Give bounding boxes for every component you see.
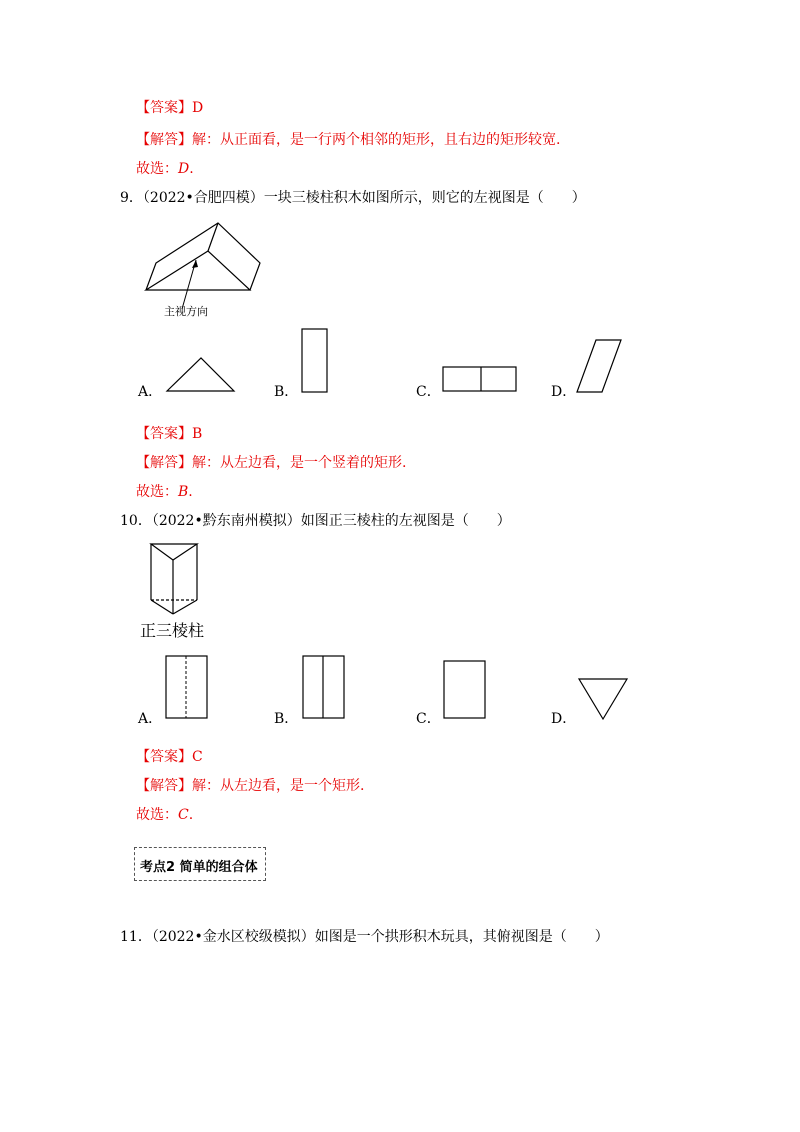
question-number: 9． (120, 190, 143, 206)
question-number: 10． (120, 513, 152, 529)
q10-option-d-figure[interactable] (577, 677, 629, 721)
question-source: （2022•黔东南州模拟） (151, 513, 301, 529)
answer-tag: 【答案】 (136, 749, 192, 765)
choose-prefix: 故选： (136, 807, 178, 823)
q9-stem (120, 188, 586, 208)
q8-explanation (136, 130, 560, 150)
answer-value: C (192, 749, 203, 765)
q9-option-b-label[interactable]: B． (274, 384, 299, 400)
answer-value: D (192, 100, 204, 116)
explain-tag: 【解答】 (136, 778, 192, 794)
q10-figure-caption: 正三棱柱 (140, 621, 205, 640)
q11-stem (120, 927, 609, 947)
q9-explanation (136, 453, 406, 473)
choose-value: B (178, 484, 189, 500)
answer-tag: 【答案】 (136, 426, 192, 442)
q10-stem (120, 511, 511, 531)
answer-value: B (192, 426, 203, 442)
question-number: 11． (120, 929, 152, 945)
answer-tag: 【答案】 (136, 100, 192, 116)
q9-option-c-figure[interactable] (442, 365, 518, 393)
q10-option-a-label[interactable]: A． (138, 711, 163, 727)
explain-text: 解：从左边看，是一个矩形. (192, 778, 365, 794)
q9-answer (136, 424, 202, 444)
q10-option-d-label[interactable]: D． (551, 711, 577, 727)
q10-answer (136, 747, 203, 767)
q10-option-a-figure[interactable] (165, 654, 209, 720)
question-text: 如图是一个拱形积木玩具，其俯视图是（ ） (314, 929, 609, 945)
q9-option-d-figure[interactable] (575, 338, 623, 394)
choose-suffix: . (188, 807, 194, 823)
explain-tag: 【解答】 (136, 132, 192, 148)
q9-option-a-figure[interactable] (165, 356, 237, 394)
prism-top-face (151, 544, 197, 560)
choose-suffix: . (188, 484, 193, 500)
choose-value: D (178, 161, 190, 177)
q9-figure-caption: 主视方向 (164, 305, 208, 318)
q9-choice (136, 482, 193, 502)
q9-option-b-figure[interactable] (301, 327, 329, 394)
choose-value: C (178, 807, 189, 823)
choose-prefix: 故选： (136, 484, 178, 500)
question-source: （2022•金水区校级模拟） (151, 929, 315, 945)
q8-choice (136, 159, 194, 179)
q10-choice (136, 805, 193, 825)
q9-option-d-label[interactable]: D． (551, 384, 577, 400)
q10-option-c-label[interactable]: C． (416, 711, 441, 727)
q9-option-a-label[interactable]: A． (138, 384, 163, 400)
q10-option-b-figure[interactable] (302, 654, 346, 720)
q9-option-c-label[interactable]: C． (416, 384, 441, 400)
q10-option-b-label[interactable]: B． (274, 711, 299, 727)
q10-explanation (136, 776, 364, 796)
prism-front-face (146, 251, 250, 290)
q10-prism-figure (145, 538, 205, 618)
choose-suffix: . (189, 161, 194, 177)
explain-text: 解：从正面看，是一行两个相邻的矩形，且右边的矩形较宽. (192, 132, 561, 148)
explain-tag: 【解答】 (136, 455, 192, 471)
prism-ridge (208, 223, 218, 251)
question-text: 如图正三棱柱的左视图是（ ） (300, 513, 511, 529)
question-source: （2022•合肥四模） (142, 190, 264, 206)
q10-option-c-figure[interactable] (443, 659, 487, 720)
q8-answer (136, 98, 203, 118)
choose-prefix: 故选： (136, 161, 178, 177)
section-header-label: 考点2 简单的组合体 (140, 860, 258, 875)
question-text: 一块三棱柱积木如图所示，则它的左视图是（ ） (263, 190, 586, 206)
explain-text: 解：从左边看，是一个竖着的矩形. (192, 455, 407, 471)
